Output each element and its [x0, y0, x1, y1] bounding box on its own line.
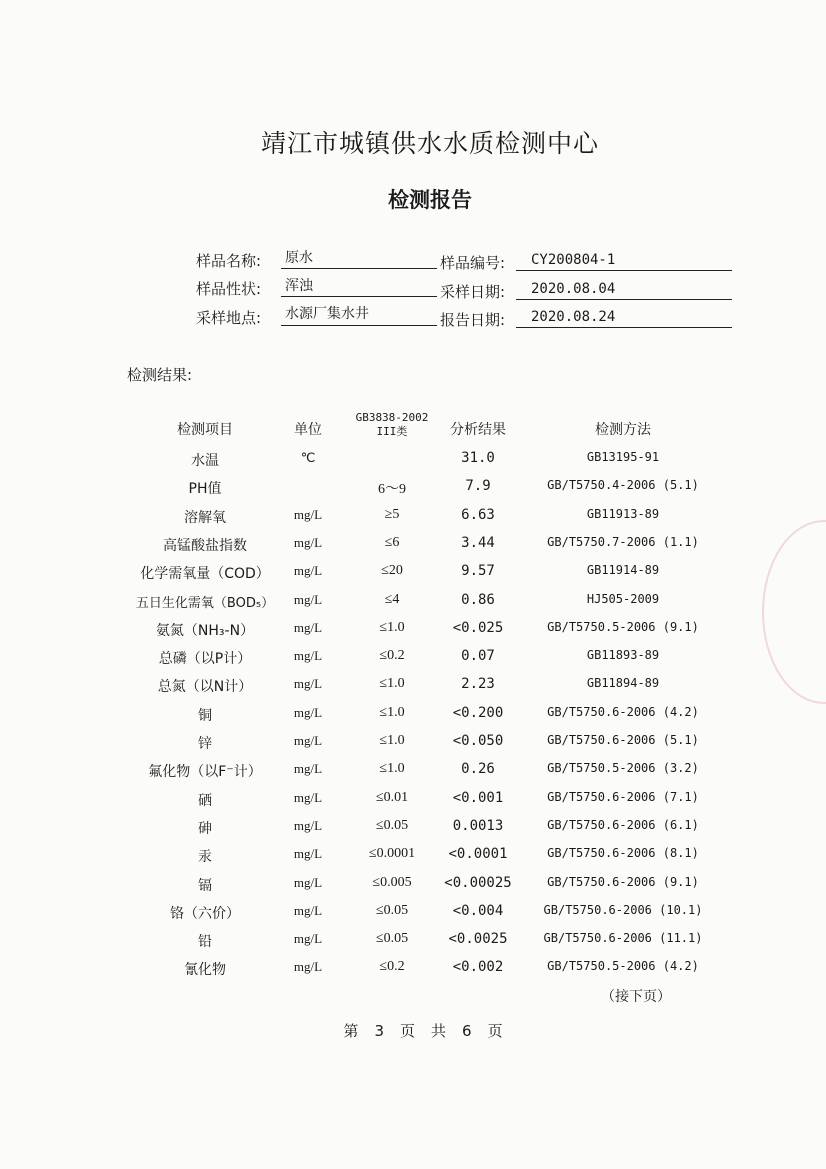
table-row: [0, 818, 826, 846]
cell-result: 0.26: [461, 761, 495, 778]
cell-unit: mg/L: [293, 648, 323, 664]
sample-id-label: 样品编号:: [440, 254, 506, 272]
cell-method: HJ505-2009: [586, 591, 660, 606]
table-row: [0, 846, 826, 874]
cell-method: GB/T5750.6-2006 (9.1): [547, 874, 699, 889]
cell-result: <0.025: [452, 619, 504, 636]
cell-item: 铬（六价）: [170, 905, 240, 922]
cell-result: 2.23: [461, 676, 495, 693]
sample-state-label: 样品性状:: [196, 280, 262, 298]
cell-method: GB/T5750.4-2006 (5.1): [547, 478, 699, 493]
cell-standard: ≤4: [384, 591, 400, 607]
table-row: [0, 903, 826, 931]
cell-method: GB/T5750.6-2006 (10.1): [543, 902, 703, 917]
cell-method: GB/T5750.6-2006 (11.1): [543, 931, 703, 946]
cell-unit: mg/L: [293, 704, 323, 720]
cell-result: 3.44: [461, 534, 495, 551]
report-title: 检测报告: [388, 188, 472, 212]
cell-result: <0.004: [452, 902, 504, 919]
cell-unit: mg/L: [293, 789, 323, 805]
cell-item: 氟化物（以F⁻计）: [148, 764, 262, 781]
page-total: 6: [462, 1022, 472, 1040]
cell-standard: ≥5: [384, 506, 400, 522]
cell-item: 总氮（以N计）: [157, 679, 253, 696]
table-row: [0, 959, 826, 987]
cell-standard: ≤0.05: [375, 931, 409, 947]
cell-unit: ℃: [300, 450, 316, 465]
cell-unit: mg/L: [293, 733, 323, 748]
table-row: [0, 676, 826, 704]
cell-result: <0.050: [452, 733, 504, 749]
cell-unit: mg/L: [293, 676, 323, 692]
table-row: [0, 733, 826, 761]
table-row: [0, 620, 826, 648]
table-row: [0, 931, 826, 959]
cell-method: GB/T5750.6-2006 (6.1): [547, 817, 699, 832]
cell-method: GB/T5750.5-2006 (3.2): [547, 761, 699, 776]
cell-unit: mg/L: [293, 619, 323, 635]
cell-item: 砷: [198, 820, 212, 837]
cell-standard: ≤0.005: [372, 874, 412, 890]
cell-method: GB11893-89: [586, 648, 660, 663]
cell-unit: mg/L: [293, 817, 323, 833]
cell-standard: ≤1.0: [379, 704, 405, 720]
cell-item: 氨氮（NH₃-N）: [155, 622, 255, 639]
cell-method: GB/T5750.6-2006 (4.2): [547, 704, 699, 719]
cell-item: 高锰酸盐指数: [163, 537, 247, 554]
cell-standard: ≤1.0: [379, 619, 405, 635]
cell-method: GB/T5750.6-2006 (5.1): [547, 733, 699, 747]
cell-result: 9.57: [461, 563, 495, 580]
cell-standard: ≤0.0001: [368, 846, 416, 862]
page-number: [335, 1020, 510, 1041]
table-row: [0, 761, 826, 789]
cell-result: <0.00025: [444, 874, 512, 891]
cell-item: 水温: [191, 453, 219, 469]
table-row: [0, 648, 826, 676]
cell-unit: mg/L: [293, 931, 323, 947]
cell-item: 溶解氧: [184, 509, 226, 526]
table-row: [0, 478, 826, 506]
location-underline: [281, 325, 437, 326]
page-suffix: 页: [487, 1022, 503, 1040]
cell-standard: 6～9: [378, 482, 406, 498]
cell-method: GB11894-89: [586, 676, 660, 691]
cell-item: 锌: [198, 736, 212, 752]
page-prefix: 第: [343, 1022, 359, 1040]
cell-unit: mg/L: [293, 506, 323, 522]
sample-name-underline: [281, 268, 437, 269]
cell-item: 铅: [198, 934, 212, 951]
sample-name-label: 样品名称:: [196, 252, 262, 270]
cell-unit: mg/L: [293, 534, 323, 550]
cell-result: <0.200: [452, 704, 504, 721]
cell-result: 6.63: [461, 506, 495, 523]
cell-item: 硒: [198, 792, 212, 809]
table-row: [0, 592, 826, 620]
cell-unit: mg/L: [293, 591, 323, 607]
cell-method: GB13195-91: [586, 450, 660, 464]
cell-method: GB/T5750.5-2006 (9.1): [547, 619, 699, 634]
cell-standard: ≤0.2: [379, 959, 405, 975]
cell-standard: ≤1.0: [379, 676, 405, 692]
results-label: 检测结果:: [127, 366, 193, 384]
cell-result: 0.07: [461, 648, 495, 665]
page-mid: 页: [399, 1022, 415, 1040]
cell-method: GB/T5750.5-2006 (4.2): [547, 959, 699, 974]
sample-state-underline: [281, 296, 437, 297]
header-standard-line1: GB3838-2002: [355, 411, 429, 424]
table-row: [0, 790, 826, 818]
cell-standard: ≤0.05: [375, 817, 409, 833]
cell-method: GB/T5750.7-2006 (1.1): [547, 534, 699, 549]
org-title: 靖江市城镇供水水质检测中心: [260, 129, 600, 158]
header-standard: [356, 411, 429, 439]
cell-item: 铜: [198, 707, 212, 724]
continue-note: （接下页）: [601, 989, 671, 1005]
total-prefix: 共: [431, 1022, 447, 1040]
cell-item: 五日生化需氧（BOD₅）: [135, 595, 275, 611]
sample-id-value: CY200804-1: [531, 252, 616, 268]
sampling-date-underline: [516, 299, 732, 300]
cell-item: 氰化物: [184, 962, 226, 979]
cell-standard: ≤20: [381, 563, 403, 579]
table-row: [0, 705, 826, 733]
cell-result: <0.0001: [448, 846, 508, 863]
cell-standard: ≤0.01: [375, 789, 409, 805]
cell-item: 镉: [198, 877, 212, 894]
cell-unit: mg/L: [293, 959, 323, 975]
cell-result: 7.9: [465, 478, 491, 495]
table-row: [0, 450, 826, 478]
cell-result: <0.002: [452, 959, 504, 976]
report-date-value: 2020.08.24: [531, 309, 616, 325]
header-standard-line2: III类: [376, 425, 408, 438]
table-row: [0, 507, 826, 535]
report-date-underline: [516, 327, 732, 328]
sampling-date-value: 2020.08.04: [531, 281, 616, 297]
cell-result: 0.0013: [452, 817, 504, 834]
header-method: 检测方法: [595, 422, 651, 438]
cell-unit: mg/L: [293, 846, 323, 862]
location-label: 采样地点:: [196, 309, 262, 327]
cell-method: GB11914-89: [586, 563, 660, 578]
table-row: [0, 535, 826, 563]
sample-id-underline: [516, 270, 732, 271]
cell-standard: ≤0.05: [375, 902, 409, 918]
cell-item: 总磷（以P计）: [158, 651, 252, 668]
cell-item: 化学需氧量（COD）: [140, 566, 270, 583]
header-item: 检测项目: [177, 422, 233, 438]
cell-unit: mg/L: [293, 761, 323, 777]
cell-standard: ≤1.0: [379, 761, 405, 777]
header-unit: 单位: [294, 422, 322, 438]
table-row: [0, 875, 826, 903]
table-row: [0, 563, 826, 591]
cell-standard: ≤1.0: [379, 733, 405, 748]
report-date-label: 报告日期:: [440, 311, 506, 329]
cell-item: 汞: [198, 849, 212, 866]
cell-unit: mg/L: [293, 874, 323, 890]
page-current: 3: [374, 1022, 384, 1040]
cell-standard: ≤0.2: [379, 648, 405, 664]
cell-item: PH值: [188, 481, 222, 498]
cell-method: GB/T5750.6-2006 (8.1): [547, 846, 699, 861]
location-value: 水源厂集水井: [285, 306, 369, 322]
cell-result: <0.0025: [448, 931, 508, 948]
sample-name-value: 原水: [285, 250, 313, 266]
cell-method: GB11913-89: [586, 506, 660, 521]
cell-result: <0.001: [452, 789, 504, 806]
cell-result: 0.86: [461, 591, 495, 608]
cell-unit: mg/L: [293, 902, 323, 918]
cell-unit: mg/L: [293, 563, 323, 579]
cell-method: GB/T5750.6-2006 (7.1): [547, 789, 699, 804]
sample-state-value: 浑浊: [285, 278, 313, 294]
header-result: 分析结果: [450, 422, 506, 438]
cell-result: 31.0: [461, 450, 495, 466]
cell-standard: ≤6: [384, 534, 400, 550]
sampling-date-label: 采样日期:: [440, 283, 506, 301]
